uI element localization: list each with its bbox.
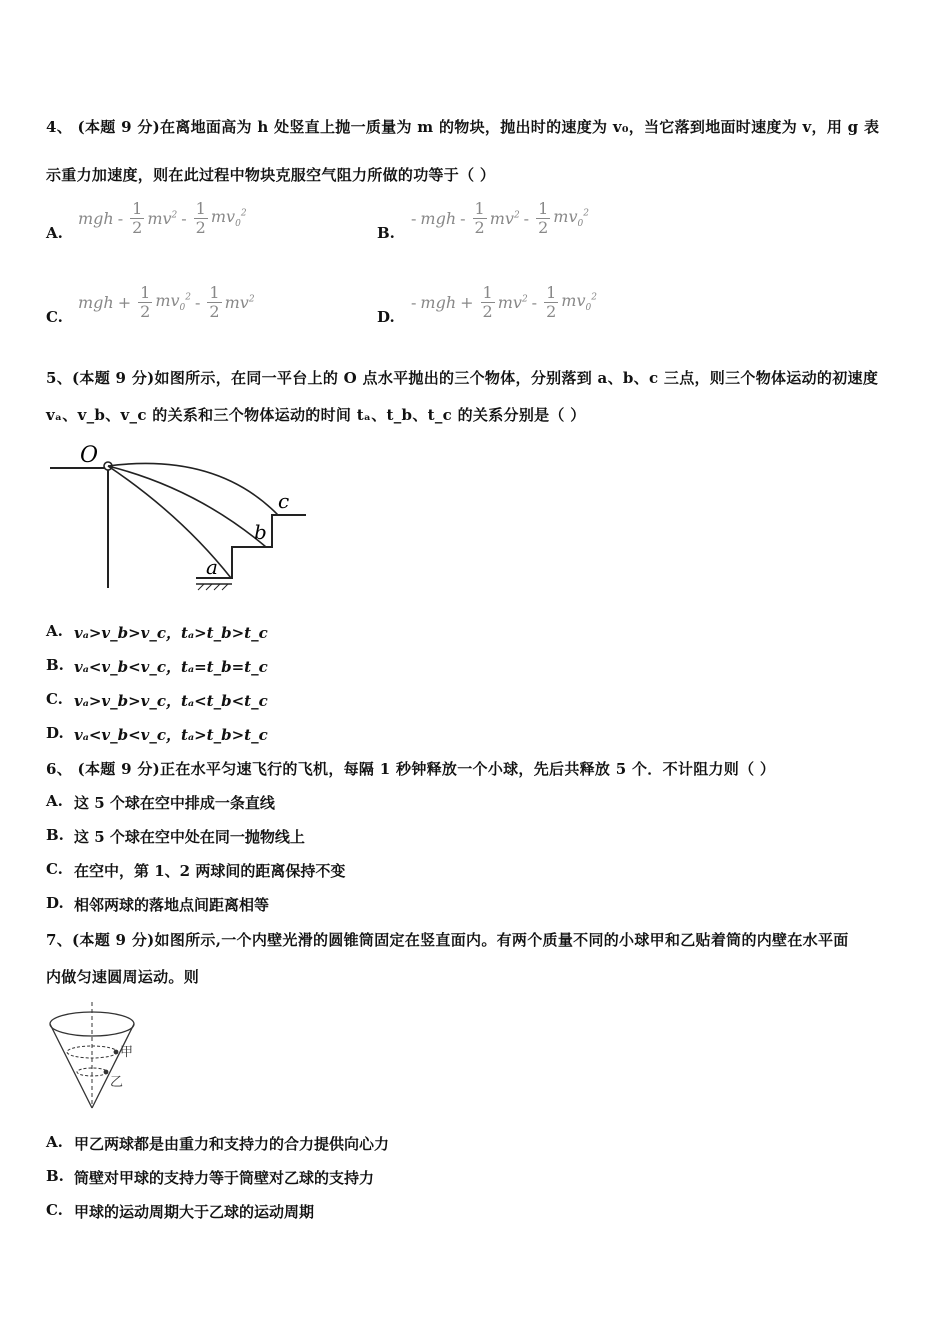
q5-option-d-text: vₐ<v_b<v_c，tₐ>t_b>t_c bbox=[74, 726, 268, 744]
q5-stem-line2: vₐ、v_b、v_c 的关系和三个物体运动的时间 tₐ、t_b、t_c 的关系分别是（ ） bbox=[46, 406, 586, 424]
q7-option-a-text: 甲乙两球都是由重力和支持力的合力提供向心力 bbox=[74, 1135, 390, 1153]
q7-option-b-text: 筒壁对甲球的支持力等于筒壁对乙球的支持力 bbox=[74, 1169, 375, 1187]
q4-option-a-label: A. bbox=[46, 224, 63, 242]
q4-option-a-formula: mgh - $\frac{1}{2}$ $mv^2$ - $\frac{1}{2}$ $mv_0^2$ bbox=[78, 199, 247, 237]
projectile-platform-figure bbox=[46, 440, 316, 600]
label-jia: 甲 bbox=[120, 1045, 134, 1060]
q6-option-c-label: C. bbox=[46, 860, 63, 878]
cone-figure bbox=[46, 1000, 156, 1115]
q4-option-c-formula: mgh + $\frac{1}{2}$ $mv_0^2$ - $\frac{1}{2}$ $mv^2$ bbox=[78, 283, 255, 321]
q4-option-b-label: B. bbox=[377, 224, 395, 242]
q4-option-b-formula: - mgh - $\frac{1}{2}$ $mv^2$ - $\frac{1}{2}$ $mv_0^2$ bbox=[411, 199, 589, 237]
q7-stem-line1: 7、(本题 9 分)如图所示,一个内壁光滑的圆锥筒固定在竖直面内。有两个质量不同的小球甲和乙贴着筒的内壁在水平面 bbox=[46, 931, 849, 949]
q5-option-c-text: vₐ>v_b>v_c，tₐ<t_b<t_c bbox=[74, 692, 268, 710]
q6-option-d-label: D. bbox=[46, 894, 64, 912]
q6-option-d-text: 相邻两球的落地点间距离相等 bbox=[74, 896, 270, 914]
q6-option-b-text: 这 5 个球在空中处在同一抛物线上 bbox=[74, 828, 305, 846]
q5-option-b-text: vₐ<v_b<v_c，tₐ=t_b=t_c bbox=[74, 658, 268, 676]
q6-option-a-text: 这 5 个球在空中排成一条直线 bbox=[74, 794, 275, 812]
q7-option-a-label: A. bbox=[46, 1133, 63, 1151]
q5-option-a-text: vₐ>v_b>v_c，tₐ>t_b>t_c bbox=[74, 624, 268, 642]
q4-option-c-label: C. bbox=[46, 308, 63, 326]
q6-option-b-label: B. bbox=[46, 826, 64, 844]
q7-option-c-text: 甲球的运动周期大于乙球的运动周期 bbox=[74, 1203, 315, 1221]
q7-stem-line2: 内做匀速圆周运动。则 bbox=[46, 968, 200, 986]
q7-option-c-label: C. bbox=[46, 1201, 63, 1219]
q4-stem-line1: 4、 (本题 9 分)在离地面高为 h 处竖直上抛一质量为 m 的物块，抛出时的速度为 v₀，当它落到地面时速度为 v，用 g 表 bbox=[46, 118, 880, 136]
q7-option-b-label: B. bbox=[46, 1167, 64, 1185]
q6-option-c-text: 在空中，第 1、2 两球间的距离保持不变 bbox=[74, 862, 346, 880]
label-yi: 乙 bbox=[110, 1075, 124, 1090]
label-o: O bbox=[80, 443, 99, 468]
q6-option-a-label: A. bbox=[46, 792, 63, 810]
q5-option-a-label: A. bbox=[46, 622, 63, 640]
q5-stem-line1: 5、(本题 9 分)如图所示，在同一平台上的 O 点水平抛出的三个物体，分别落到 a、b、c 三点，则三个物体运动的初速度 bbox=[46, 369, 879, 387]
q5-option-b-label: B. bbox=[46, 656, 64, 674]
q4-stem-line2: 示重力加速度，则在此过程中物块克服空气阻力所做的功等于（ ） bbox=[46, 166, 496, 184]
q5-option-c-label: C. bbox=[46, 690, 63, 708]
q4-option-d-formula: - mgh + $\frac{1}{2}$ $mv^2$ - $\frac{1}{2}$ $mv_0^2$ bbox=[411, 283, 597, 321]
label-a: a bbox=[206, 555, 218, 579]
q4-option-d-label: D. bbox=[377, 308, 395, 326]
label-c: c bbox=[278, 489, 290, 513]
label-b: b bbox=[254, 520, 267, 544]
q6-stem: 6、 (本题 9 分)正在水平匀速飞行的飞机，每隔 1 秒钟释放一个小球，先后共释放 5 个．不计阻力则（ ） bbox=[46, 760, 776, 778]
q5-option-d-label: D. bbox=[46, 724, 64, 742]
